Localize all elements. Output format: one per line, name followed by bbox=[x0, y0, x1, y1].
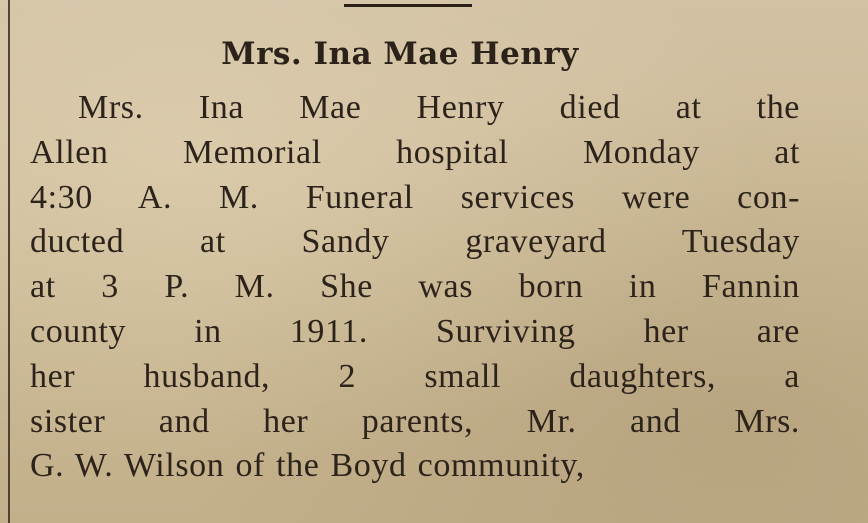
body-line: 4:30 A. M. Funeral services were con- bbox=[30, 178, 800, 216]
section-divider bbox=[344, 4, 472, 7]
body-line: county in 1911. Surviving her are bbox=[30, 312, 800, 350]
body-line: ducted at Sandy graveyard Tuesday bbox=[30, 223, 800, 261]
body-line: Mrs. Ina Mae Henry died at the bbox=[78, 89, 800, 126]
obituary-body bbox=[30, 86, 800, 489]
body-line: at 3 P. M. She was born in Fannin bbox=[30, 268, 800, 306]
body-line: G. W. Wilson of the Boyd community, bbox=[30, 447, 585, 485]
obituary-headline: Mrs. Ina Mae Henry bbox=[221, 36, 579, 72]
column-rule bbox=[8, 0, 10, 523]
body-line: her husband, 2 small daughters, a bbox=[30, 357, 800, 395]
body-line: Allen Memorial hospital Monday at bbox=[30, 133, 800, 171]
body-line: sister and her parents, Mr. and Mrs. bbox=[30, 402, 800, 440]
